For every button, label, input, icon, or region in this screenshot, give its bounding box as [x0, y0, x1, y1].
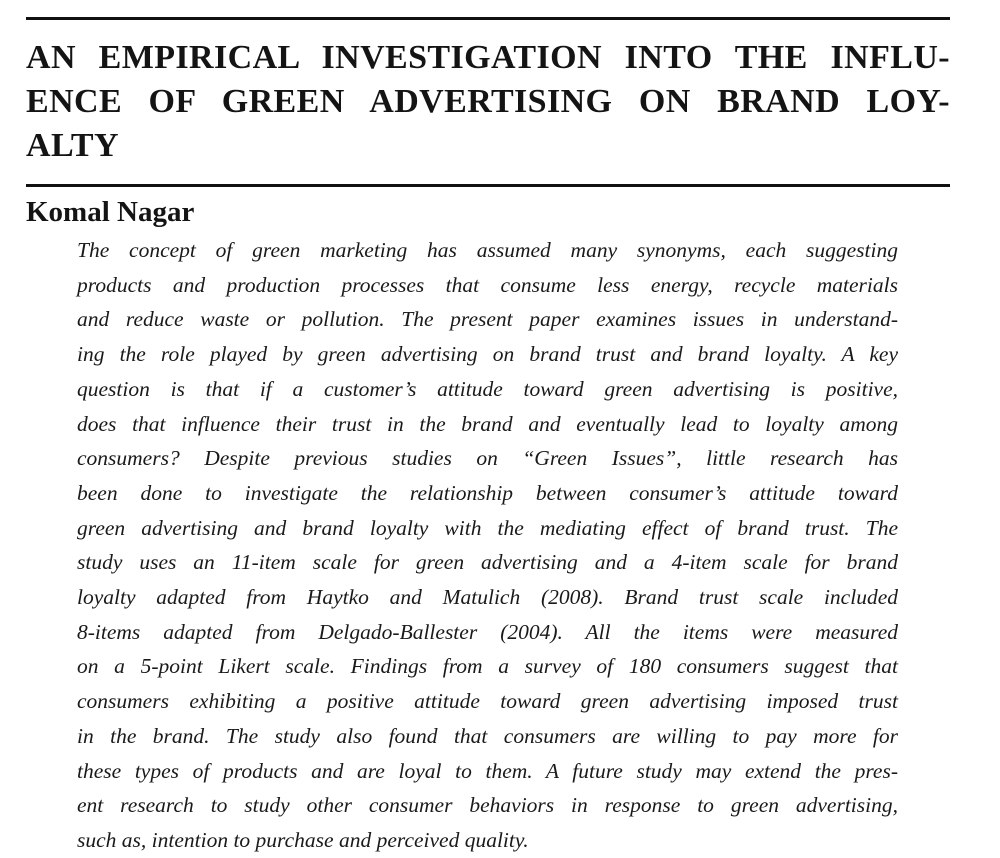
title-line: ENCE OF GREEN ADVERTISING ON BRAND LOY-: [26, 83, 950, 120]
abstract-line: in the brand. The study also found that consumers are willing to pay more for: [77, 723, 898, 748]
abstract-line: been done to investigate the relationship between consumer’s attitude toward: [77, 480, 898, 505]
abstract-line: loyalty adapted from Haytko and Matulich (2008). Brand trust scale included: [77, 585, 898, 610]
abstract-line: ing the role played by green advertising on brand trust and brand loyalty. A key: [77, 342, 898, 367]
abstract-line: study uses an 11-item scale for green advertising and a 4-item scale for brand: [77, 550, 898, 575]
abstract-line: consumers? Despite previous studies on “Green Issues”, little research has: [77, 446, 898, 471]
abstract-line: The concept of green marketing has assumed many synonyms, each suggesting: [77, 238, 898, 262]
top-rule: [26, 17, 950, 20]
title-bottom-rule: [26, 184, 950, 187]
abstract-line: these types of products and are loyal to them. A future study may extend the pres-: [77, 758, 898, 783]
abstract-line: question is that if a customer’s attitude toward green advertising is positive,: [77, 376, 898, 401]
abstract-line: does that influence their trust in the brand and eventually lead to loyalty among: [77, 411, 898, 436]
abstract-line: 8-items adapted from Delgado-Ballester (2004). All the items were measured: [77, 619, 898, 644]
abstract-line: green advertising and brand loyalty with the mediating effect of brand trust. The: [77, 515, 898, 540]
abstract-line: such as, intention to purchase and perceived quality.: [77, 827, 529, 852]
abstract-line: products and production processes that consume less energy, recycle materials: [77, 272, 898, 297]
title-line: AN EMPIRICAL INVESTIGATION INTO THE INFLU-: [26, 39, 950, 76]
abstract-line: ent research to study other consumer behaviors in response to green advertising,: [77, 793, 898, 818]
abstract-line: on a 5-point Likert scale. Findings from a survey of 180 consumers suggest that: [77, 654, 898, 679]
abstract: [77, 233, 898, 858]
author-name: Komal Nagar: [26, 196, 195, 228]
abstract-line: consumers exhibiting a positive attitude toward green advertising imposed trust: [77, 689, 898, 714]
paper-title: [26, 36, 950, 168]
title-line: ALTY: [26, 127, 119, 164]
abstract-line: and reduce waste or pollution. The present paper examines issues in understand-: [77, 307, 898, 332]
